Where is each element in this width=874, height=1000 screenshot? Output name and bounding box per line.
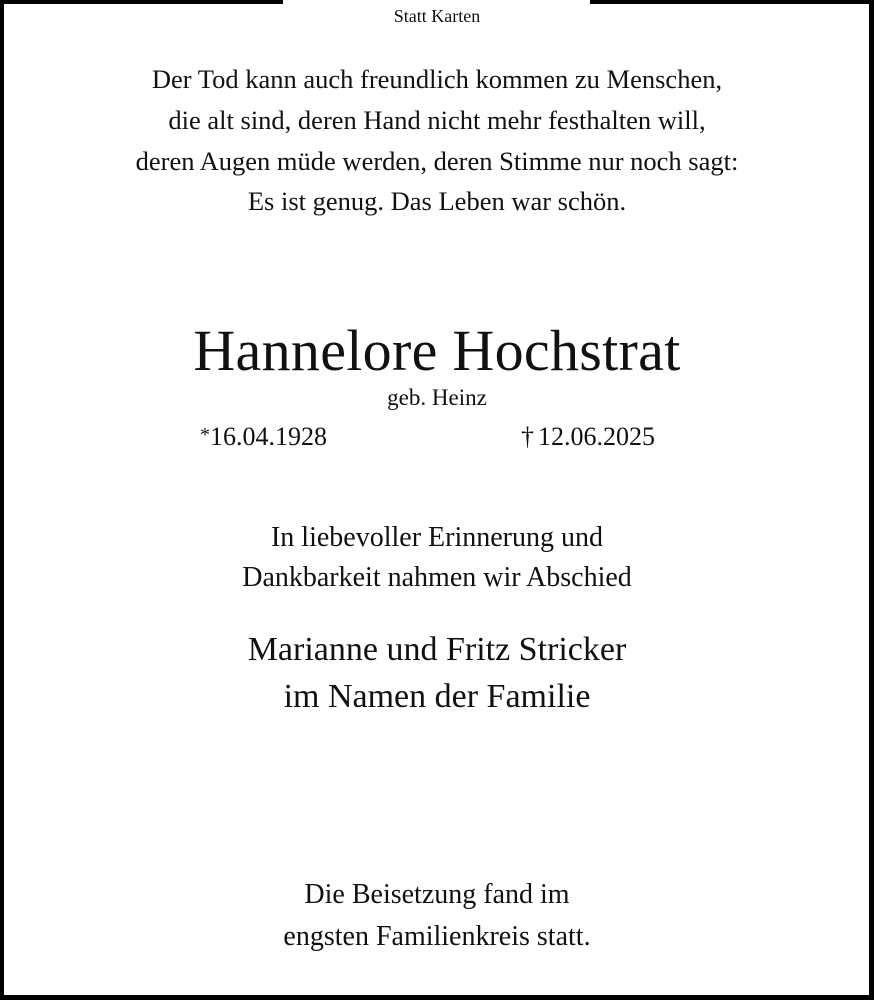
quote-line: Es ist genug. Das Leben war schön. <box>247 186 627 216</box>
mourners-line: Marianne und Fritz Stricker <box>247 631 627 668</box>
header-label: Statt Karten <box>393 6 481 26</box>
remembrance-line: In liebevoller Erinnerung und <box>270 522 603 553</box>
burial-line: engsten Familienkreis statt. <box>283 921 591 952</box>
quote-line: deren Augen müde werden, deren Stimme nur noch sagt: <box>135 146 739 176</box>
death-date <box>521 424 655 450</box>
birth-date-value: 16.04.1928 <box>210 422 327 451</box>
maiden-name: geb. Heinz <box>387 385 487 410</box>
burial-line: Die Beisetzung fand im <box>304 879 570 910</box>
death-date-value: 12.06.2025 <box>538 422 655 451</box>
birth-date <box>200 424 327 450</box>
top-border-right <box>590 0 874 4</box>
deceased-name: Hannelore Hochstrat <box>193 318 681 383</box>
quote-line: Der Tod kann auch freundlich kommen zu Menschen, <box>151 64 723 94</box>
remembrance-line: Dankbarkeit nahmen wir Abschied <box>242 562 632 593</box>
mourners-line: im Namen der Familie <box>283 678 591 715</box>
cross-icon: † <box>521 422 534 451</box>
quote-line: die alt sind, deren Hand nicht mehr festhalten will, <box>168 105 706 135</box>
birth-star-icon: * <box>200 424 210 446</box>
top-border-left <box>0 0 283 4</box>
